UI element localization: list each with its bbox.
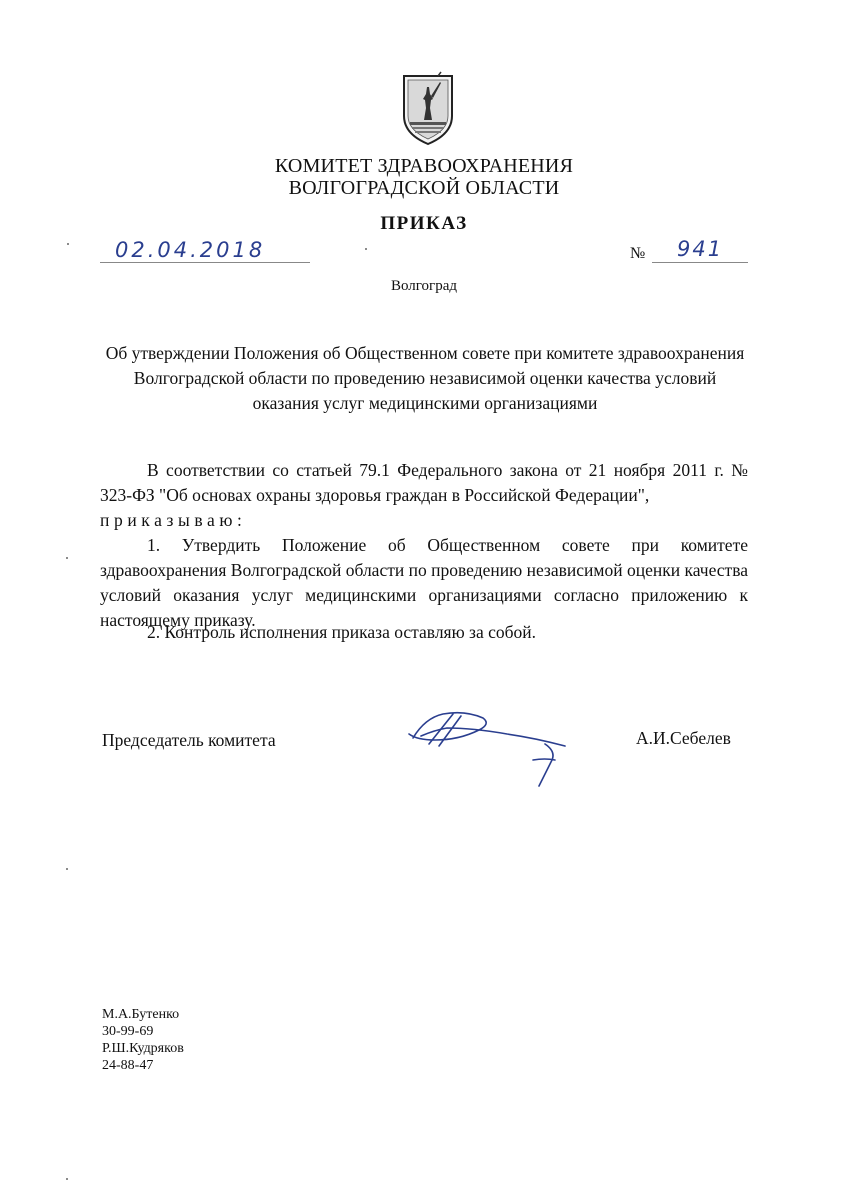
org-name-line2: ВОЛГОГРАДСКОЙ ОБЛАСТИ [288,177,560,199]
scan-speck [66,557,68,559]
number-sign: № [630,245,646,262]
date-underline [100,262,310,263]
order-word: приказываю: [100,510,247,530]
handwritten-order-number: 941 [677,237,724,261]
order-item-2: 2. Контроль исполнения приказа оставляю за собой. [147,622,537,642]
signatory-position: Председатель комитета [102,730,276,750]
coat-of-arms-icon [400,72,456,146]
contacts-block [102,1006,184,1074]
contact-line: 24-88-47 [102,1058,154,1073]
scan-speck [365,248,367,250]
handwritten-signature [395,700,585,795]
org-name-line1: КОМИТЕТ ЗДРАВООХРАНЕНИЯ [274,155,574,177]
order-item-1: 1. Утвердить Положение об Общественном совете при комитете здравоохранения Волгоградской области по проведению независимой оценки качества условий оказания услуг медицинскими организациями согласно приложению к настоящему приказу. [100,535,748,630]
order-subject: Об утверждении Положения об Общественном совете при комитете здравоохранения Волгоградской области по проведению независимой оценки качества условий оказания услуг медицинскими организациями [105,343,745,413]
preamble-paragraph: В соответствии со статьей 79.1 Федерального закона от 21 ноября 2011 г. № 323-ФЗ "Об основах охраны здоровья граждан в Российской Федерации", [100,460,748,505]
scan-speck [66,1178,68,1180]
contact-line: Р.Ш.Кудряков [102,1041,184,1056]
signatory-name: А.И.Себелев [636,728,731,748]
number-underline [652,262,748,263]
city-name: Волгоград [390,278,457,294]
scan-speck [67,243,69,245]
emblem-mark [437,64,441,68]
scan-speck [66,868,68,870]
document-type-title: ПРИКАЗ [380,213,468,234]
handwritten-date: 02.04.2018 [115,238,266,262]
contact-line: М.А.Бутенко [102,1007,180,1022]
contact-line: 30-99-69 [102,1024,154,1039]
